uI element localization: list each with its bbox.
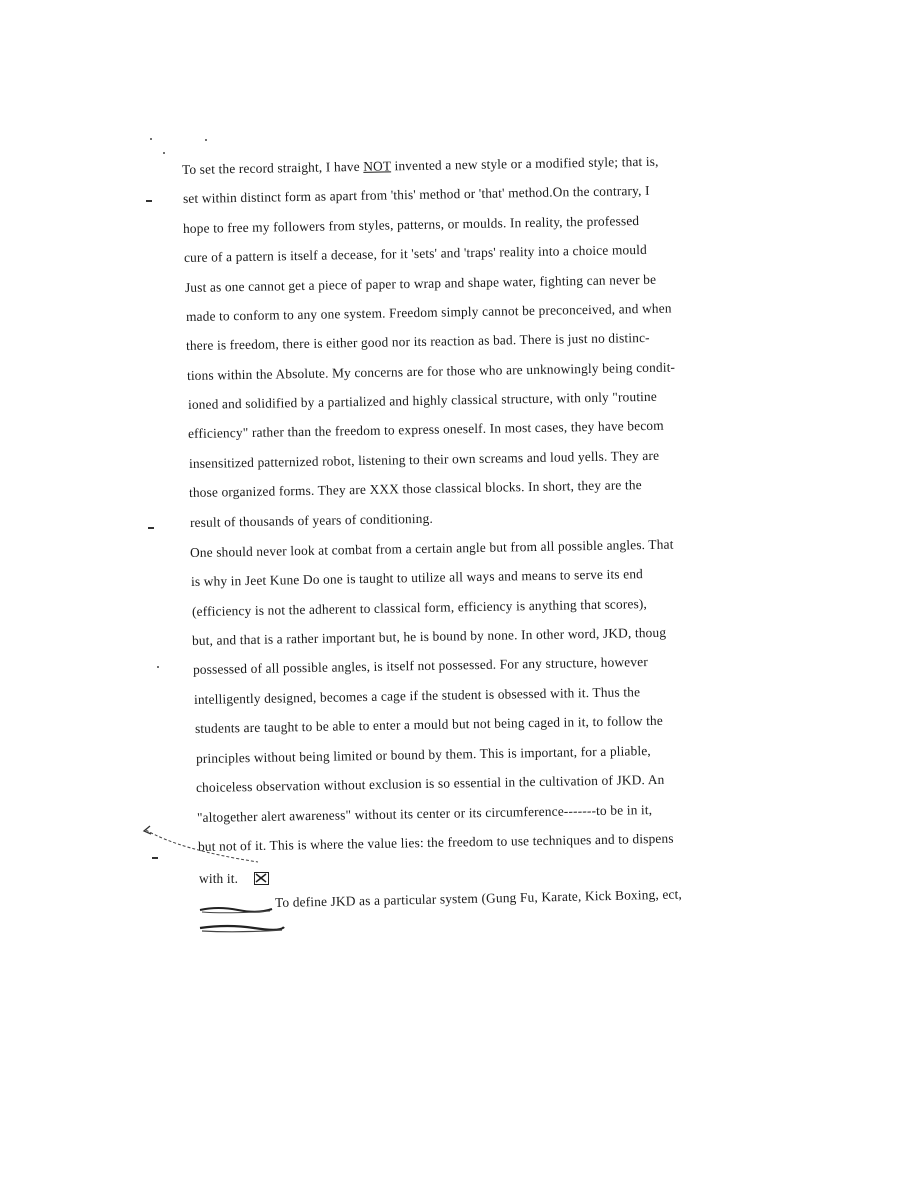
text-line bbox=[182, 154, 659, 178]
text-run: To set the record straight, I have bbox=[181, 158, 364, 177]
text-line: students are taught to be able to enter a mould but not being caged in it, to follow the bbox=[194, 712, 664, 736]
text-line: cure of a pattern is itself a decease, for it 'sets' and 'traps' reality into a choice mould bbox=[183, 241, 648, 265]
margin-dash bbox=[148, 527, 154, 529]
crossed-box-mark bbox=[254, 872, 269, 885]
scan-speck bbox=[150, 138, 152, 140]
scan-speck bbox=[205, 139, 207, 141]
margin-arrow-mark bbox=[140, 822, 270, 872]
text-line: "altogether alert awareness" without its center or its circumference-------to be in it, bbox=[196, 802, 653, 825]
text-line: intelligently designed, becomes a cage if the student is obsessed with it. Thus the bbox=[193, 684, 641, 707]
text-line: Just as one cannot get a piece of paper to wrap and shape water, fighting can never be bbox=[184, 271, 657, 295]
text-line: possessed of all possible angles, is itself not possessed. For any structure, however bbox=[192, 654, 649, 677]
text-line: (efficiency is not the adherent to classical form, efficiency is anything that scores), bbox=[191, 596, 648, 619]
text-line: result of thousands of years of conditioning. bbox=[189, 510, 433, 530]
text-line: principles without being limited or bound by them. This is important, for a pliable, bbox=[195, 743, 651, 766]
scan-speck bbox=[163, 152, 165, 154]
cross-icon bbox=[255, 873, 267, 883]
text-line: tions within the Absolute. My concerns are for those who are unknowingly being condit- bbox=[186, 359, 676, 383]
text-line: made to conform to any one system. Freedom simply cannot be preconceived, and when bbox=[185, 300, 672, 324]
text-line: One should never look at combat from a certain angle but from all possible angles. That bbox=[189, 536, 674, 560]
text-line: but, and that is a rather important but, he is bound by none. In other word, JKD, thoug bbox=[191, 624, 667, 648]
text-line: those organized forms. They are XXX those classical blocks. In short, they are the bbox=[188, 477, 642, 500]
text-line: set within distinct form as apart from 'this' method or 'that' method.On the contrary, I bbox=[182, 182, 650, 206]
text-line: choiceless observation without exclusion is so essential in the cultivation of JKD. An bbox=[195, 771, 665, 795]
emphasized-word: NOT bbox=[363, 158, 392, 174]
text-line: there is freedom, there is either good nor its reaction as bad. There is just no distinc- bbox=[185, 329, 650, 353]
text-line: ioned and solidified by a partialized and highly classical structure, with only "routine bbox=[187, 388, 658, 412]
text-line: is why in Jeet Kune Do one is taught to utilize all ways and means to serve its end bbox=[190, 566, 644, 589]
text-line: but not of it. This is where the value lies: the freedom to use techniques and to dispens bbox=[197, 830, 674, 854]
text-line: hope to free my followers from styles, patterns, or moulds. In reality, the professed bbox=[182, 213, 640, 236]
text-line: with it. bbox=[199, 871, 239, 886]
text-run: invented a new style or a modified style; that is, bbox=[390, 153, 659, 174]
text-line-fragment: To define JKD as a particular system (Gung Fu, Karate, Kick Boxing, ect, bbox=[274, 886, 683, 910]
text-line: insensitized patternized robot, listening to their own screams and loud yells. They are bbox=[188, 447, 660, 471]
margin-dash bbox=[146, 200, 152, 202]
scan-speck bbox=[157, 666, 159, 668]
text-line: efficiency" rather than the freedom to express oneself. In most cases, they have becom bbox=[187, 417, 664, 441]
